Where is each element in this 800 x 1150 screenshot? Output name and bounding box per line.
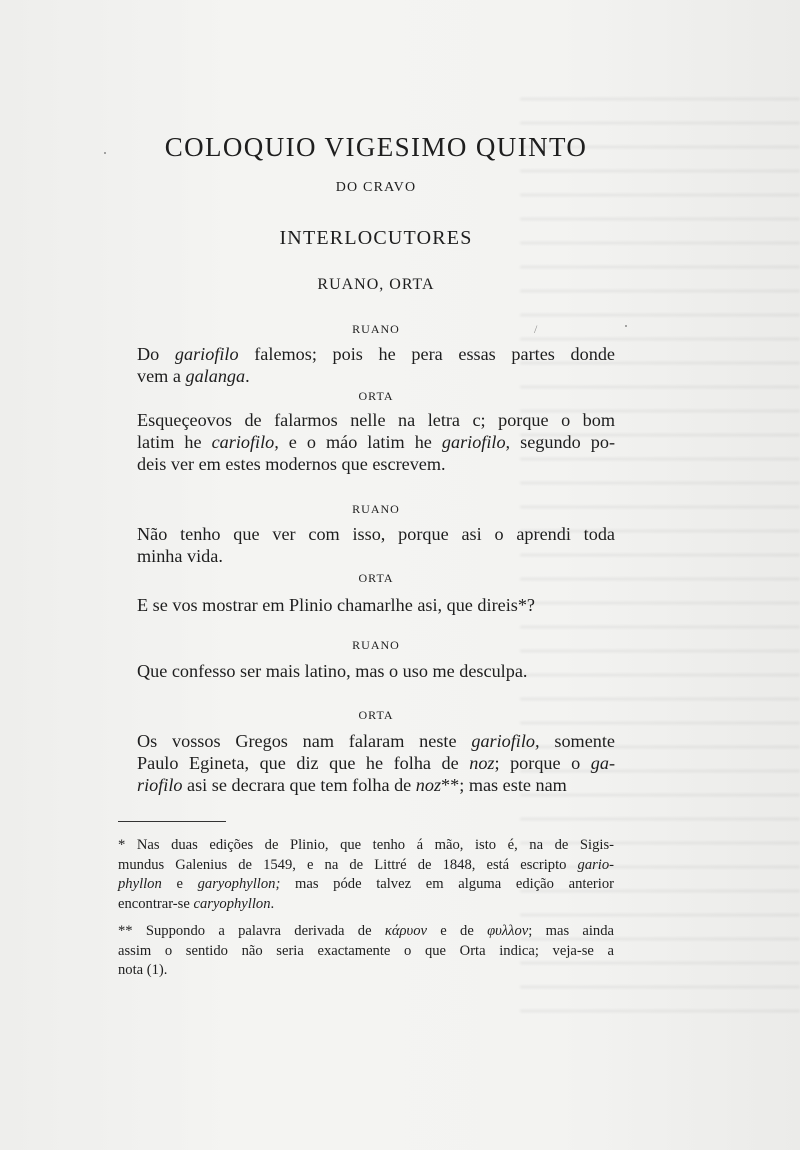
text-run: latim he [137, 432, 212, 452]
text-run: Esqueçeovos de falarmos nelle na letra c; porque o bom [137, 410, 615, 430]
speaker-label: ORTA [358, 389, 394, 403]
italic-run: caryophyllon [193, 895, 271, 912]
interlocutors-names: RUANO, ORTA [317, 276, 435, 293]
text-run: . [270, 895, 275, 912]
chapter-title: COLOQUIO VIGESIMO QUINTO [164, 132, 588, 162]
footnote-rule [118, 821, 226, 822]
text-line [137, 453, 615, 475]
speck-mark [104, 152, 106, 154]
dialogue-paragraph [137, 660, 615, 682]
italic-run: cariofilo, [211, 432, 279, 452]
interlocutors-heading: INTERLOCUTORES [279, 227, 473, 249]
text-run: e [161, 876, 198, 892]
dialogue-paragraph [137, 594, 615, 616]
text-line [137, 660, 615, 682]
text-line [118, 875, 614, 895]
speaker-label: ORTA [358, 571, 394, 585]
text-run: Não tenho que ver com isso, porque asi o aprendi toda [137, 524, 615, 544]
text-line [137, 730, 615, 752]
dialogue-paragraph [137, 409, 615, 475]
text-line [118, 836, 614, 856]
italic-run: phyllon [118, 876, 162, 892]
text-line [137, 774, 615, 796]
text-run: Que confesso ser mais latino, mas o uso me desculpa. [137, 661, 528, 681]
text-run: Os vossos Gregos nam falaram neste [137, 731, 472, 751]
text-run: ; porque o [494, 753, 591, 773]
italic-run: ga- [590, 753, 615, 773]
text-run: mas póde talvez em alguma edição anterior [280, 876, 615, 892]
text-run: minha vida. [137, 546, 223, 566]
italic-run: gariofilo [174, 344, 239, 364]
text-run: Paulo Egineta, que diz que he folha de [137, 753, 470, 773]
text-line [118, 961, 614, 981]
text-line [137, 365, 615, 387]
pencil-mark: / [534, 322, 538, 336]
footnote [118, 836, 614, 914]
text-line [118, 895, 614, 915]
speaker-label: ORTA [358, 708, 394, 722]
text-run: mundus Galenius de 1549, e na de Littré de 1848, está escripto [118, 856, 578, 873]
italic-run: gariofilo, [441, 432, 511, 452]
italic-run: galanga [185, 366, 246, 386]
speaker-label: RUANO [352, 502, 400, 516]
text-line [137, 523, 615, 545]
text-run: e de [427, 923, 488, 939]
italic-run: gariofilo, [471, 731, 540, 751]
text-line [137, 343, 615, 365]
text-run: falemos; pois he pera essas partes donde [238, 344, 615, 364]
italic-run: gario- [577, 856, 614, 873]
italic-run: noz [415, 775, 442, 795]
italic-run: noz [469, 753, 495, 773]
text-run: somente [539, 731, 615, 751]
italic-run: φυλλον [487, 923, 529, 939]
text-line [137, 594, 615, 616]
text-run: ** Suppondo a palavra derivada de [118, 923, 385, 939]
dialogue-paragraph [137, 523, 615, 567]
text-line [137, 545, 615, 567]
italic-run: garyophyllon; [197, 876, 281, 892]
text-run: deis ver em estes modernos que escrevem. [137, 454, 446, 474]
text-run: vem a [137, 366, 186, 386]
text-line [137, 431, 615, 453]
footnote [118, 922, 614, 981]
dialogue-paragraph [137, 730, 615, 796]
italic-run: riofilo [137, 775, 183, 795]
dialogue-paragraph [137, 343, 615, 387]
text-run: asi se decrara que tem folha de [182, 775, 416, 795]
text-run: nota (1). [118, 962, 168, 978]
speaker-label: RUANO [352, 638, 400, 652]
text-run: segundo po- [510, 432, 615, 452]
text-run: Do [137, 344, 175, 364]
chapter-subtitle: DO CRAVO [335, 180, 417, 195]
text-run: e o máo latim he [278, 432, 442, 452]
text-line [137, 752, 615, 774]
text-run: **; mas este nam [441, 775, 567, 795]
text-run: E se vos mostrar em Plinio chamarlhe asi, que direis*? [137, 595, 536, 615]
speaker-label: RUANO [352, 322, 400, 336]
text-run: ; mas ainda [528, 923, 614, 939]
text-line [118, 856, 614, 876]
text-run: * Nas duas edições de Plinio, que tenho á mão, isto é, na de Sigis- [118, 837, 614, 853]
text-line [118, 922, 614, 942]
text-run: assim o sentido não seria exactamente o que Orta indica; veja-se a [118, 942, 614, 959]
text-line [118, 942, 614, 962]
text-line [137, 409, 615, 431]
speck-mark [625, 325, 627, 327]
text-run: . [245, 366, 250, 386]
text-run: encontrar-se [118, 895, 194, 912]
italic-run: κάρυον [384, 923, 428, 939]
